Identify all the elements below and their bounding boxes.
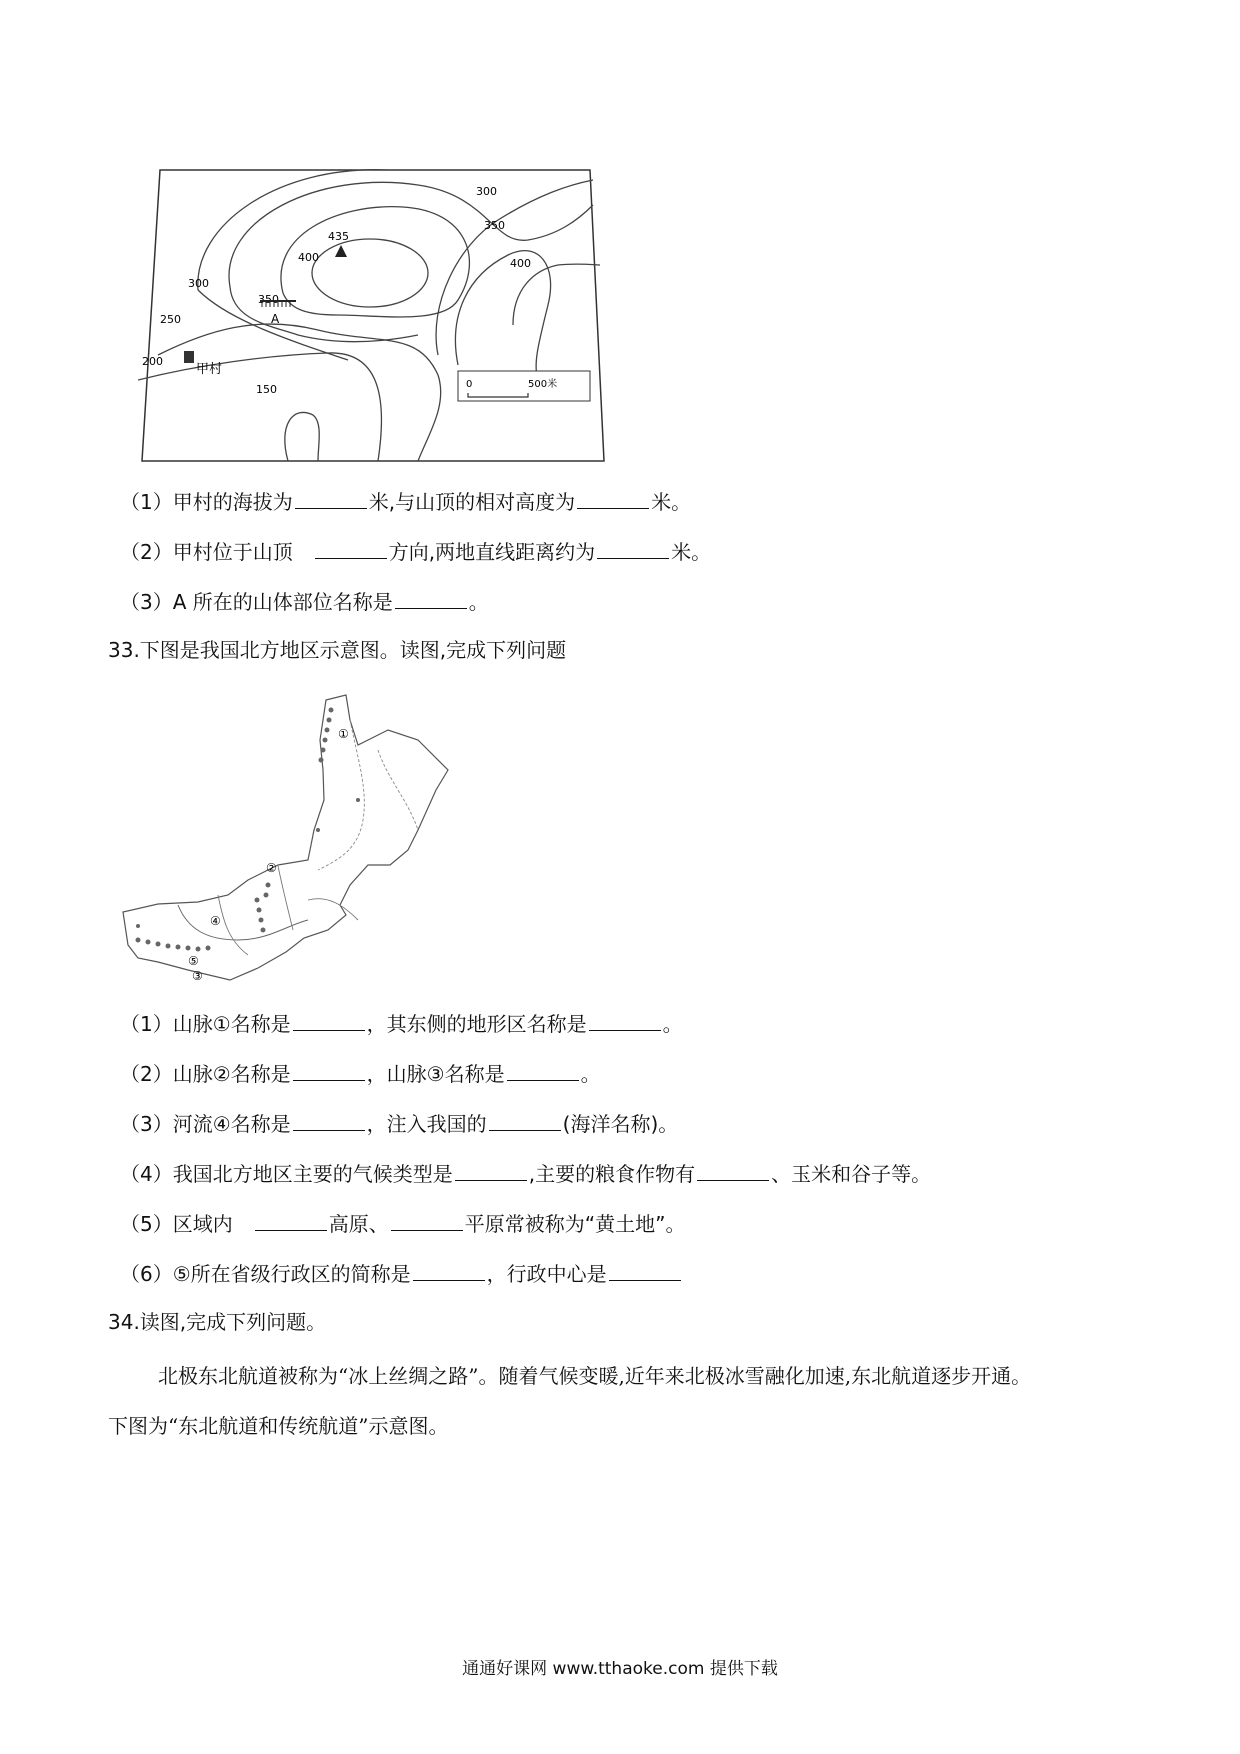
point-a-label: A (271, 312, 280, 326)
page-footer: 通通好课网 www.tthaoke.com 提供下载 (462, 1659, 778, 1679)
q33-item-4: （4）我国北方地区主要的气候类型是 ,主要的粮食作物有 、玉米和谷子等。 (120, 1162, 932, 1186)
q33-item-3: （3）河流④名称是 ，注入我国的 (海洋名称)。 (120, 1112, 679, 1136)
svg-text:③: ③ (192, 969, 203, 983)
north-china-map (118, 690, 503, 990)
q32-item-2: （2）甲村位于山顶 方向,两地直线距离约为 米。 (120, 540, 712, 564)
q33-item-5: （5）区域内 高原、 平原常被称为“黄土地”。 (120, 1212, 686, 1236)
answer-blank[interactable] (295, 488, 367, 509)
q34-title: 34.读图,完成下列问题。 (108, 1310, 327, 1334)
answer-blank[interactable] (489, 1110, 561, 1131)
contour-map (138, 165, 608, 465)
peak-marker-icon (335, 245, 347, 257)
svg-text:250: 250 (160, 313, 181, 326)
answer-blank[interactable] (293, 1060, 365, 1081)
answer-blank[interactable] (293, 1110, 365, 1131)
svg-text:500米: 500米 (528, 379, 558, 390)
answer-blank[interactable] (293, 1010, 365, 1031)
answer-blank[interactable] (315, 538, 387, 559)
answer-blank[interactable] (455, 1160, 527, 1181)
q34-paragraph-2: 下图为“东北航道和传统航道”示意图。 (108, 1414, 449, 1438)
answer-blank[interactable] (577, 488, 649, 509)
answer-blank[interactable] (413, 1260, 485, 1281)
svg-text:④: ④ (210, 914, 221, 928)
svg-text:400: 400 (298, 251, 319, 264)
q33-item-1: （1）山脉①名称是 ，其东侧的地形区名称是 。 (120, 1012, 683, 1036)
answer-blank[interactable] (609, 1260, 681, 1281)
svg-text:0: 0 (466, 379, 473, 390)
answer-blank[interactable] (697, 1160, 769, 1181)
q32-item-1: （1）甲村的海拔为 米,与山顶的相对高度为 米。 (120, 490, 692, 514)
svg-text:⑤: ⑤ (188, 954, 199, 968)
answer-blank[interactable] (589, 1010, 661, 1031)
answer-blank[interactable] (597, 538, 669, 559)
q34-paragraph: 北极东北航道被称为“冰上丝绸之路”。随着气候变暖,近年来北极冰雪融化加速,东北航道逐步开通。 (158, 1364, 1032, 1388)
answer-blank[interactable] (507, 1060, 579, 1081)
village-label: 甲村 (196, 362, 223, 377)
q32-item-3: （3）A 所在的山体部位名称是 。 (120, 590, 489, 614)
answer-blank[interactable] (391, 1210, 463, 1231)
svg-text:①: ① (338, 727, 349, 741)
svg-text:②: ② (266, 861, 277, 875)
answer-blank[interactable] (395, 588, 467, 609)
svg-text:300: 300 (188, 277, 209, 290)
q33-item-2: （2）山脉②名称是 ，山脉③名称是 。 (120, 1062, 601, 1086)
answer-blank[interactable] (255, 1210, 327, 1231)
svg-text:150: 150 (256, 383, 277, 396)
peak-elevation: 435 (328, 230, 349, 243)
svg-text:350: 350 (484, 219, 505, 232)
svg-text:200: 200 (142, 355, 163, 368)
q33-item-6: （6）⑤所在省级行政区的简称是 ，行政中心是 (120, 1260, 683, 1288)
svg-text:400: 400 (510, 257, 531, 270)
svg-text:350: 350 (258, 293, 279, 306)
q33-title: 33.下图是我国北方地区示意图。读图,完成下列问题 (108, 638, 567, 662)
svg-text:300: 300 (476, 185, 497, 198)
village-icon (184, 351, 194, 363)
